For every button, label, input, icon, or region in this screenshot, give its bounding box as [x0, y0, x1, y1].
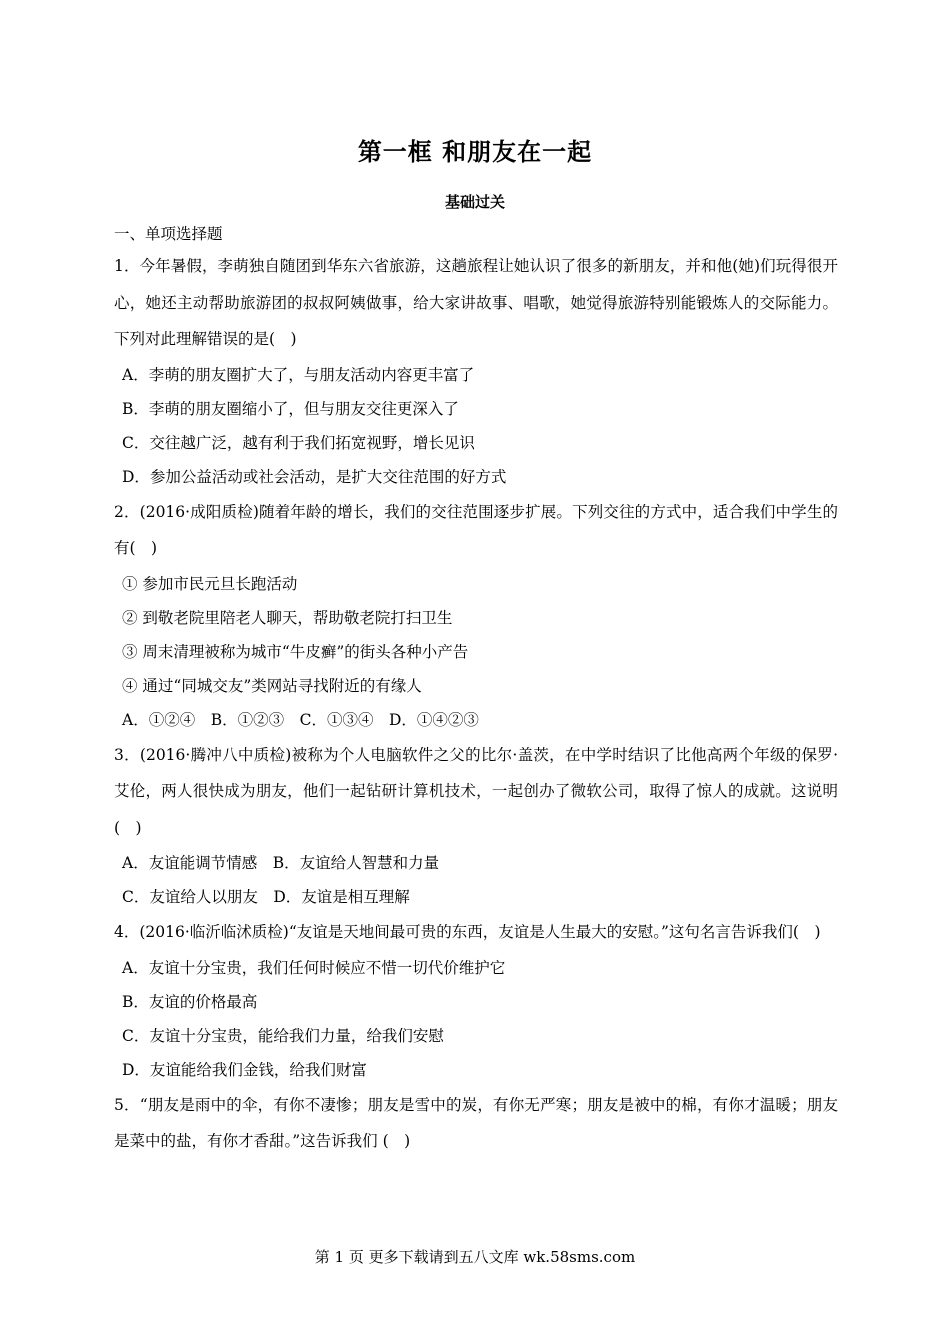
page-title: 第一框 和朋友在一起 — [357, 137, 593, 166]
option-a: A．友谊十分宝贵，我们任何时候应不惜一切代价维护它 — [122, 958, 506, 977]
question-4 — [114, 914, 838, 1087]
option-a-b: A．友谊能调节情感 B．友谊给人智慧和力量 — [122, 854, 440, 872]
option-b: B．李萌的朋友圈缩小了，但与朋友交往更深入了 — [122, 399, 459, 418]
section-subtitle: 基础过关 — [444, 193, 505, 211]
page-footer: 第 1 页 更多下载请到五八文库 wk.58sms.com — [314, 1248, 636, 1266]
answer-choices: A．①②④ B．①②③ C．①③④ D．①④②③ — [122, 710, 479, 729]
question-stem: 5．“朋友是雨中的伞，有你不凄惨；朋友是雪中的炭，有你无严寒；朋友是被中的棉，有你才温暖；朋友是菜中的盐，有你才香甜。”这告诉我们 ( ) — [114, 1095, 838, 1150]
option-c: C．友谊十分宝贵，能给我们力量，给我们安慰 — [122, 1026, 444, 1045]
question-stem: 1．今年暑假，李萌独自随团到华东六省旅游，这趟旅程让她认识了很多的新朋友，并和他(她)们玩得很开心，她还主动帮助旅游团的叔叔阿姨做事，给大家讲故事、唱歌，她觉得旅游特别能锻炼人的交际能力。下列对此理解错误的是( ) — [114, 257, 838, 348]
option-c: C．交往越广泛，越有利于我们拓宽视野，增长见识 — [122, 433, 475, 452]
option-c-d: C．友谊给人以朋友 D．友谊是相互理解 — [122, 888, 410, 906]
option-d: D．友谊能给我们金钱，给我们财富 — [122, 1060, 367, 1079]
question-5 — [114, 1087, 838, 1160]
question-stem: 3．(2016·腾冲八中质检)被称为个人电脑软件之父的比尔·盖茨，在中学时结识了比他高两个年级的保罗·艾伦，两人很快成为朋友，他们一起钻研计算机技术，一起创办了微软公司，取得了惊人的成就。这说明 ( ) — [114, 745, 838, 837]
question-stem: 2．(2016·成阳质检)随着年龄的增长，我们的交往范围逐步扩展。下列交往的方式中，适合我们中学生的有( ) — [114, 502, 838, 557]
question-list — [114, 222, 838, 1160]
statement-2: ② 到敬老院里陪老人聊天，帮助敬老院打扫卫生 — [122, 608, 453, 627]
question-2 — [114, 494, 838, 737]
option-a: A．李萌的朋友圈扩大了，与朋友活动内容更丰富了 — [122, 365, 475, 384]
option-b: B．友谊的价格最高 — [122, 992, 258, 1011]
question-stem: 4．(2016·临沂临沭质检)“友谊是天地间最可贵的东西，友谊是人生最大的安慰。”这句名言告诉我们( ) — [114, 923, 821, 941]
question-1 — [114, 248, 838, 494]
question-3 — [114, 737, 838, 915]
section-heading: 一、单项选择题 — [114, 225, 223, 243]
statement-1: ① 参加市民元旦长跑活动 — [122, 574, 298, 593]
statement-4: ④ 通过“同城交友”类网站寻找附近的有缘人 — [122, 676, 422, 695]
option-d: D．参加公益活动或社会活动，是扩大交往范围的好方式 — [122, 467, 507, 486]
statement-3: ③ 周末清理被称为城市“牛皮癣”的街头各种小产告 — [122, 642, 469, 661]
